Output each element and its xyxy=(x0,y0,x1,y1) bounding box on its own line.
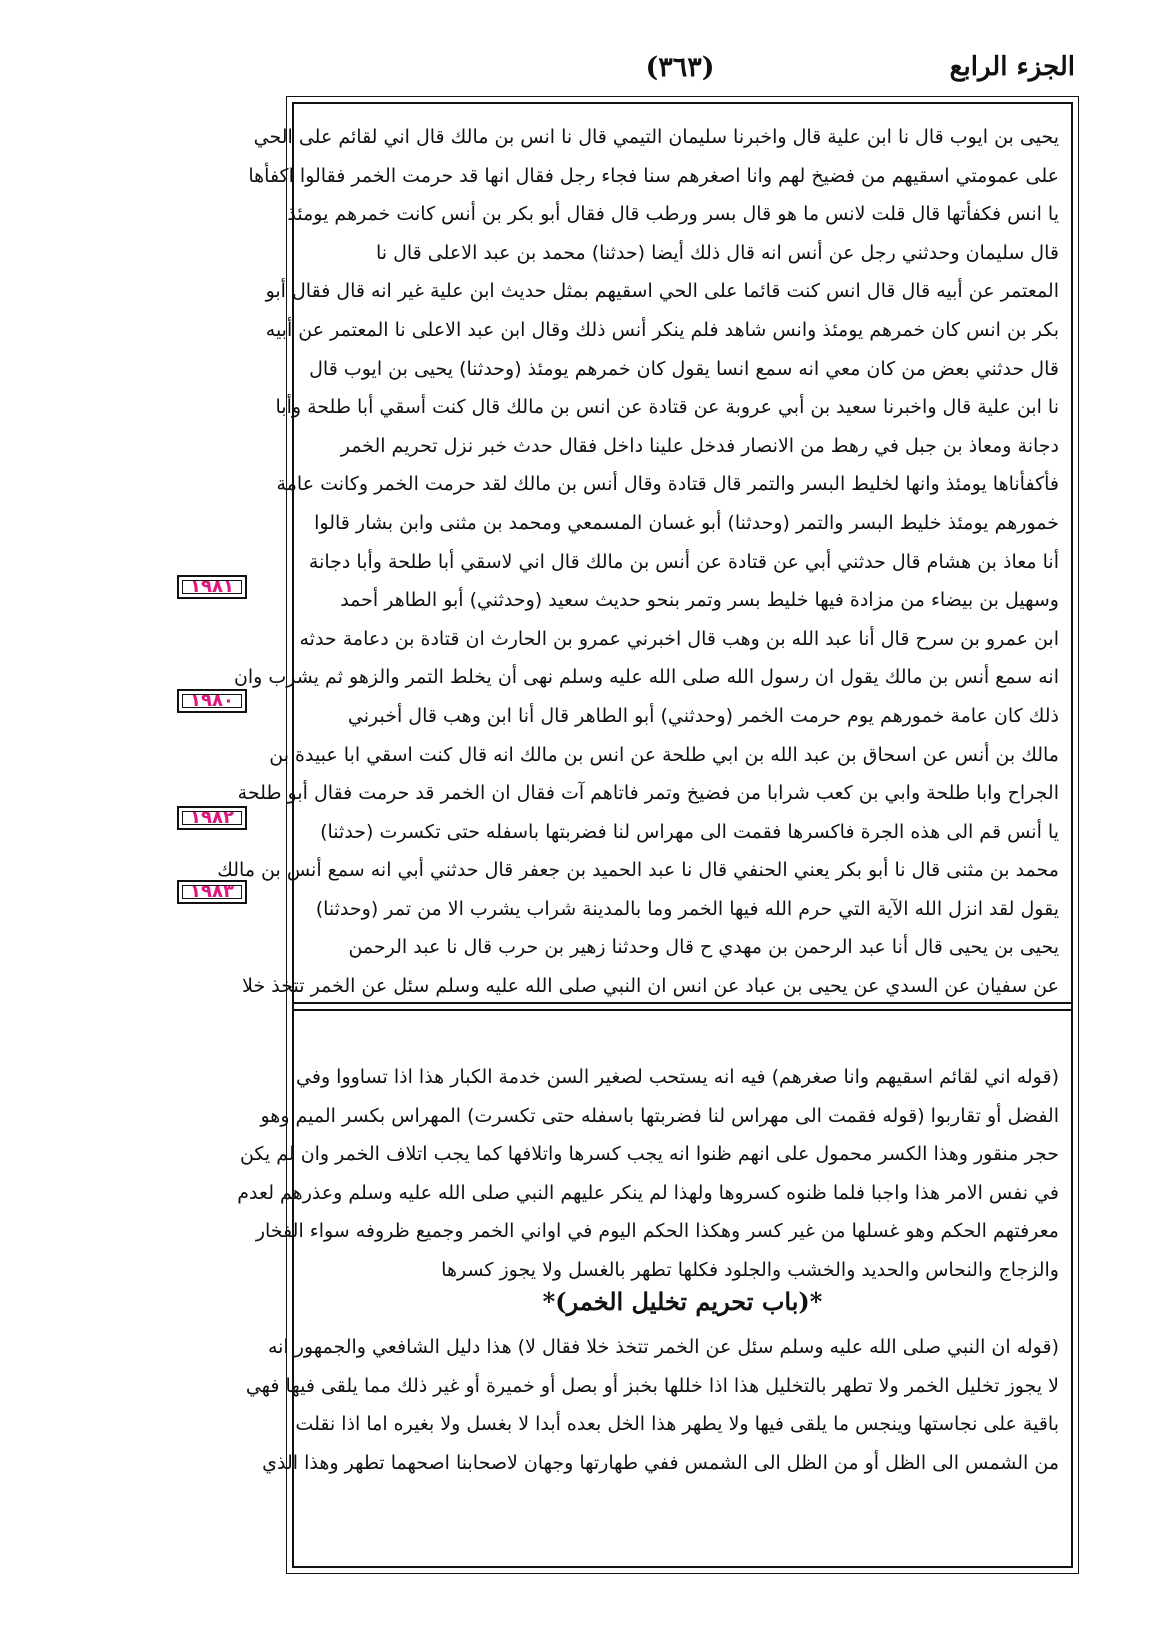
main-line: محمد بن مثنى قال نا أبو بكر يعني الحنفي قال نا عبد الحميد بن جعفر قال حدثني أبي انه سمع أنس بن مالك xyxy=(217,859,1059,882)
commentary-line: (قوله اني لقائم اسقيهم وانا صغرهم) فيه انه يستحب لصغير السن خدمة الكبار هذا اذا تساووا وفي xyxy=(296,1066,1059,1088)
chapter-title: *(باب تحريم تخليل الخمر)* xyxy=(542,1287,823,1316)
commentary-line: حجر منقور وهذا الكسر محمول على انهم ظنوا انه يجب كسرها واتلافها كما يجب اتلاف الخمر وان لم يكن xyxy=(239,1143,1059,1165)
main-line: يا أنس قم الى هذه الجرة فاكسرها فقمت الى مهراس لنا فضربتها باسفله حتى تكسرت (حدثنا) xyxy=(320,820,1059,843)
main-text xyxy=(217,118,1059,1006)
main-line: ابن عمرو بن سرح قال أنا عبد الله بن وهب قال اخبرني عمرو بن الحارث ان قتادة بن دعامة حدثه xyxy=(299,627,1059,650)
main-line: عن سفيان عن السدي عن يحيى بن عباد عن انس ان النبي صلى الله عليه وسلم سئل عن الخمر تتخذ خلا xyxy=(242,975,1059,998)
main-line: دجانة ومعاذ بن جبل في رهط من الانصار فدخل علينا داخل فقال حدث خبر نزل تحريم الخمر xyxy=(340,434,1059,457)
main-line: مالك بن أنس عن اسحاق بن عبد الله بن ابي طلحة عن انس بن مالك انه قال كنت اسقي ابا عبيدة بن xyxy=(269,743,1059,766)
hadith-number-1983: ١٩٨٣ xyxy=(177,880,247,904)
section-divider-2 xyxy=(292,1009,1073,1011)
main-line: يا انس فكفأتها قال قلت لانس ما هو قال بسر ورطب قال فقال أبو بكر بن أنس كانت خمرهم يومئذ xyxy=(287,203,1059,226)
commentary-line: باقية على نجاستها وينجس ما يلقى فيها ولا يطهر هذا الخل بعده أبدا لا بغسل ولا بغيره اما اذا نقلت xyxy=(295,1413,1059,1435)
main-line: الجراح وابا طلحة وابي بن كعب شرابا من فضيخ وتمر فاتاهم آت فقال ان الخمر قد حرمت فقال أبو طلحة xyxy=(237,782,1059,805)
hadith-number-1981: ١٩٨١ xyxy=(177,575,247,599)
main-line: المعتمر عن أبيه قال قال انس كنت قائما على الحي اسقيهم بمثل حديث ابن علية غير انه قال فقال أبو xyxy=(265,280,1059,303)
page-header xyxy=(285,52,1075,92)
hadith-number-1982: ١٩٨٢ xyxy=(177,806,247,830)
commentary-line: الفضل أو تقاربوا (قوله فقمت الى مهراس لنا فضربتها باسفله حتى تكسرت) المهراس بكسر الميم وهو xyxy=(260,1104,1059,1127)
main-line: انه سمع أنس بن مالك يقول ان رسول الله صلى الله عليه وسلم نهى أن يخلط التمر والزهو ثم يشرب وان xyxy=(233,666,1059,689)
commentary-section-1 xyxy=(237,1058,1059,1289)
commentary-section-2 xyxy=(245,1328,1059,1482)
main-line: على عمومتي اسقيهم من فضيخ لهم وانا اصغرهم سنا فجاء رجل فقال انها قد حرمت الخمر فقالوا اكفأها xyxy=(248,164,1059,187)
main-line: أنا معاذ بن هشام قال حدثني أبي عن قتادة عن أنس بن مالك قال اني لاسقي أبا طلحة وأبا دجانة xyxy=(308,550,1059,573)
commentary-line: لا يجوز تخليل الخمر ولا تطهر بالتخليل هذا اذا خللها بخبز أو بصل أو خميرة أو غير ذلك مما يلقى فيها فهي xyxy=(245,1374,1059,1397)
hadith-number-1980: ١٩٨٠ xyxy=(177,689,247,713)
commentary-line: معرفتهم الحكم وهو غسلها من غير كسر وهكذا الحكم اليوم في اواني الخمر وجميع ظروفه سواء الفخار xyxy=(255,1220,1059,1242)
main-line: وسهيل بن بيضاء من مزادة فيها خليط بسر وتمر بنحو حديث سعيد (وحدثني) أبو الطاهر أحمد xyxy=(340,589,1059,612)
page-number: (٣٦٣) xyxy=(645,52,715,83)
main-line: فأكفأناها يومئذ وانها لخليط البسر والتمر قال قتادة وقال أنس بن مالك لقد حرمت الخمر وكانت عامة xyxy=(276,473,1059,496)
main-line: قال سليمان وحدثني رجل عن أنس انه قال ذلك أيضا (حدثنا) محمد بن عبد الاعلى قال نا xyxy=(375,241,1059,264)
part-title: الجزء الرابع xyxy=(949,52,1075,82)
main-line: بكر بن انس كان خمرهم يومئذ وانس شاهد فلم ينكر أنس ذلك وقال ابن عبد الاعلى نا المعتمر عن أبيه xyxy=(265,318,1059,341)
commentary-line: والزجاج والنحاس والحديد والخشب والجلود فكلها تطهر بالغسل ولا يجوز كسرها xyxy=(441,1258,1059,1281)
main-line: يحيى بن ايوب قال نا ابن علية قال واخبرنا سليمان التيمي قال نا انس بن مالك قال اني لقائم على الحي xyxy=(253,126,1059,148)
main-line: ذلك كان عامة خمورهم يوم حرمت الخمر (وحدثني) أبو الطاهر قال أنا ابن وهب قال أخبرني xyxy=(347,704,1059,727)
commentary-line: (قوله ان النبي صلى الله عليه وسلم سئل عن الخمر تتخذ خلا فقال لا) هذا دليل الشافعي والجمهور انه xyxy=(267,1336,1059,1358)
main-line: خمورهم يومئذ خليط البسر والتمر (وحدثنا) أبو غسان المسمعي ومحمد بن مثنى وابن بشار قالوا xyxy=(314,511,1059,534)
main-line: يقول لقد انزل الله الآية التي حرم الله فيها الخمر وما بالمدينة شراب يشرب الا من تمر (وحدثنا) xyxy=(315,897,1059,920)
commentary-line: من الشمس الى الظل أو من الظل الى الشمس ففي طهارتها وجهان لاصحابنا اصحهما تطهر وهذا الذي xyxy=(262,1451,1059,1474)
commentary-line: في نفس الامر هذا واجبا فلما ظنوه كسروها ولهذا لم ينكر عليهم النبي صلى الله عليه وسلم وعذرهم لعدم xyxy=(237,1181,1059,1204)
main-line: يحيى بن يحيى قال أنا عبد الرحمن بن مهدي ح قال وحدثنا زهير بن حرب قال نا عبد الرحمن xyxy=(348,936,1059,959)
main-line: قال حدثني بعض من كان معي انه سمع انسا يقول كان خمرهم يومئذ (وحدثنا) يحيى بن ايوب قال xyxy=(309,357,1059,380)
main-line: نا ابن علية قال واخبرنا سعيد بن أبي عروبة عن قتادة عن انس بن مالك قال كنت أسقي أبا طلحة وأبا xyxy=(275,396,1059,419)
